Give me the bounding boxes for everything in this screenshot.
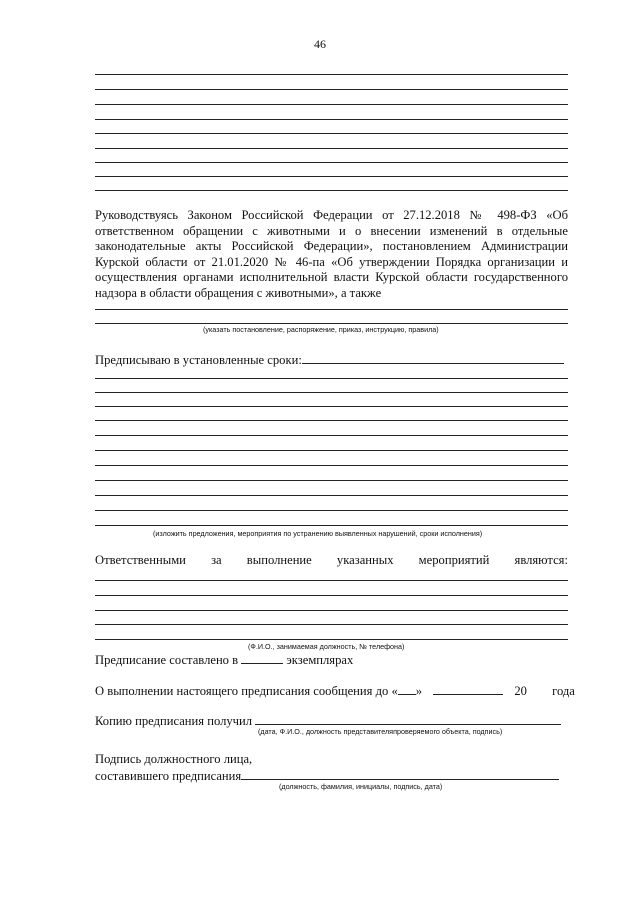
legal-basis-paragraph: Руководствуясь Законом Российской Федерации от 27.12.2018 № 498-ФЗ «Об ответственном обращении с животными и о внесении изменений в отдельные законодательные акты Российской Федерации», постановлением Администрации Курской области от 21.01.2020 № 46-па «Об утверждении Порядка организации и осуществления органами исполнительной власти Курской области государственного надзора в области обращения с животными», а также <box>95 208 568 300</box>
blank-line[interactable] <box>95 148 568 149</box>
measures-line[interactable] <box>95 378 568 379</box>
responsible-line[interactable] <box>95 580 568 581</box>
blank-line[interactable] <box>95 162 568 163</box>
signature-label-1: Подпись должностного лица, <box>95 752 253 766</box>
report-day-field[interactable] <box>398 683 416 695</box>
measures-line[interactable] <box>95 465 568 466</box>
caption-measures: (изложить предложения, мероприятия по устранению выявленных нарушений, сроки исполнения) <box>153 529 483 538</box>
blank-line[interactable] <box>95 89 568 90</box>
blank-line[interactable] <box>95 104 568 105</box>
report-deadline-line: О выполнении настоящего предписания сообщения до « » 20 года <box>95 684 575 698</box>
caption-responsible: (Ф.И.О., занимаемая должность, № телефона) <box>248 642 405 651</box>
measures-line[interactable] <box>95 480 568 481</box>
responsible-heading: Ответственными за выполнение указанных мероприятий являются: <box>95 553 568 567</box>
prescribe-fill[interactable] <box>302 352 564 364</box>
measures-line[interactable] <box>95 510 568 511</box>
caption-document: (указать постановление, распоряжение, приказ, инструкцию, правила) <box>203 325 439 334</box>
measures-line[interactable] <box>95 495 568 496</box>
copy-received-line: Копию предписания получил <box>95 713 561 729</box>
document-line[interactable] <box>95 309 568 310</box>
blank-line[interactable] <box>95 119 568 120</box>
copy-received-field[interactable] <box>255 713 561 725</box>
caption-received: (дата, Ф.И.О., должность представителяпроверяемого объекта, подпись) <box>258 727 503 736</box>
copies-count-field[interactable] <box>241 652 283 664</box>
report-month-field[interactable] <box>433 683 503 695</box>
document-line[interactable] <box>95 323 568 324</box>
blank-line[interactable] <box>95 74 568 75</box>
blank-line[interactable] <box>95 133 568 134</box>
responsible-line[interactable] <box>95 595 568 596</box>
responsible-line[interactable] <box>95 610 568 611</box>
measures-line[interactable] <box>95 392 568 393</box>
blank-line[interactable] <box>95 190 568 191</box>
responsible-line[interactable] <box>95 639 568 640</box>
signature-line: составившего предписания <box>95 768 559 784</box>
measures-line[interactable] <box>95 406 568 407</box>
signature-field[interactable] <box>241 768 559 780</box>
measures-line[interactable] <box>95 450 568 451</box>
measures-line[interactable] <box>95 435 568 436</box>
blank-line[interactable] <box>95 176 568 177</box>
measures-line[interactable] <box>95 420 568 421</box>
measures-line[interactable] <box>95 525 568 526</box>
page-number: 46 <box>314 37 326 51</box>
responsible-line[interactable] <box>95 624 568 625</box>
prescribe-label: Предписываю в установленные сроки: <box>95 352 564 368</box>
copies-line: Предписание составлено в экземплярах <box>95 653 354 667</box>
caption-signature: (должность, фамилия, инициалы, подпись, дата) <box>279 782 443 791</box>
